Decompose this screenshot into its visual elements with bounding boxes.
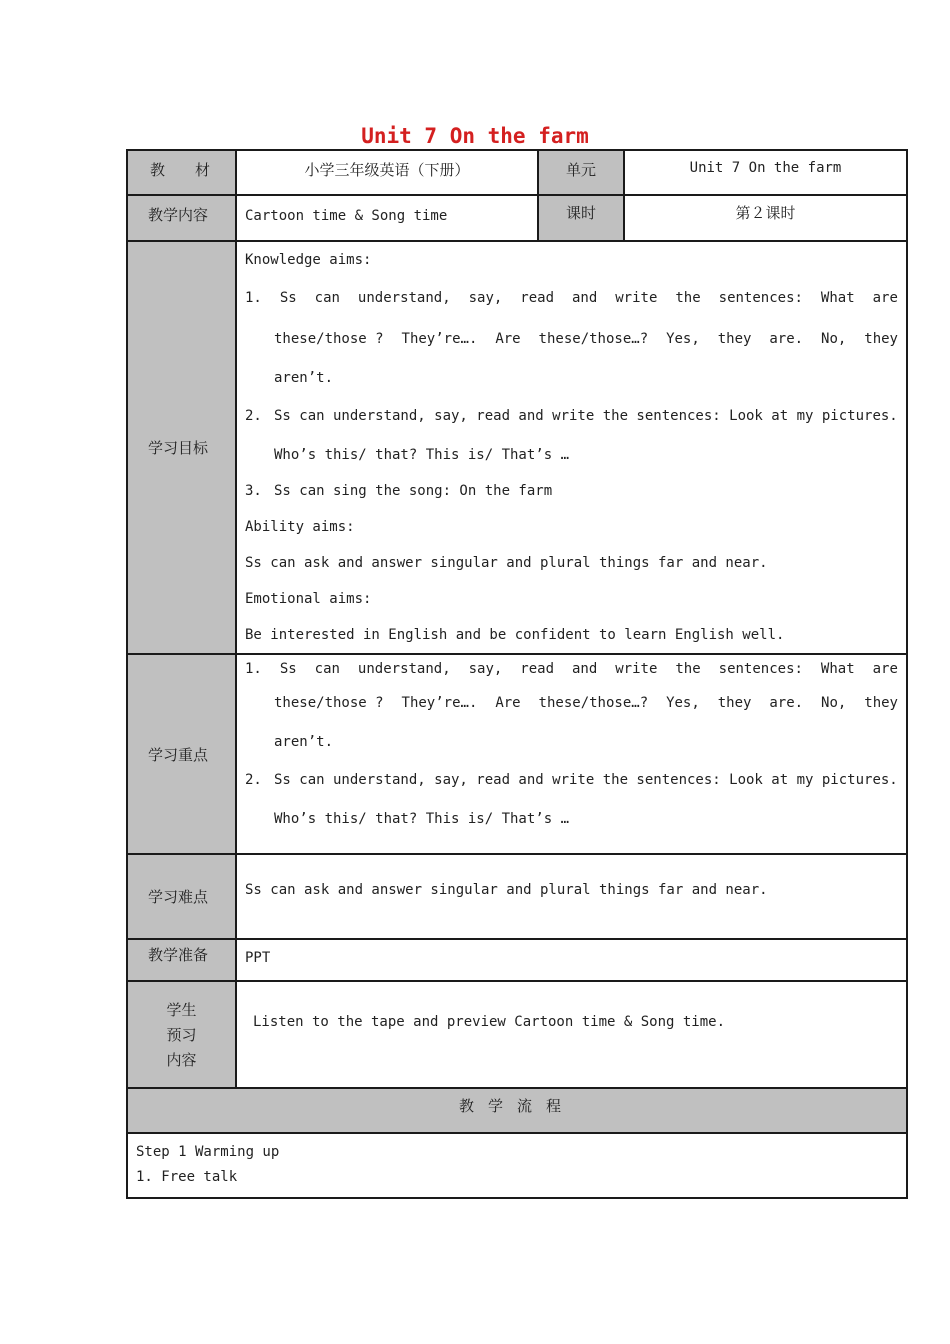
label-preview-cell	[127, 981, 236, 1088]
word: say,	[468, 661, 503, 677]
word: are.	[769, 331, 804, 347]
material-value: 小学三年级英语（下册）	[304, 161, 470, 179]
row-flow-header	[127, 1088, 907, 1133]
word: What	[820, 661, 855, 677]
word: can	[314, 290, 340, 306]
unit-cell	[624, 150, 907, 195]
label-preview-line: 学生	[166, 1001, 197, 1019]
material-cell	[236, 150, 538, 195]
label-unit: 单元	[565, 161, 596, 179]
flow-body	[128, 1134, 906, 1190]
period-value: 第２课时	[735, 204, 796, 222]
word: read	[520, 661, 555, 677]
label-preview-line: 内容	[166, 1051, 197, 1069]
label-preview	[128, 982, 235, 1073]
label-key-points: 学习重点	[148, 745, 209, 764]
word: 1.	[245, 290, 262, 306]
content-value: Cartoon time & Song time	[245, 208, 448, 224]
label-preparation: 教学准备	[148, 946, 209, 964]
flow-heading: 教学流程	[458, 1097, 575, 1115]
preview-cell	[236, 981, 907, 1088]
word: What	[820, 290, 855, 306]
goal-3-number: 3.	[245, 483, 262, 499]
preparation-text: PPT	[245, 950, 271, 966]
key-point-2-text: Ss can understand, say, read and write the sentences: Look at my pictures.	[274, 772, 898, 788]
word: No,	[821, 695, 847, 711]
row-preview	[127, 981, 907, 1088]
word: Yes,	[666, 695, 700, 711]
word: sentences:	[718, 290, 803, 306]
word: No,	[821, 331, 847, 347]
word: they	[717, 331, 752, 347]
word: Yes,	[666, 331, 700, 347]
goal-1-line-1	[245, 278, 898, 319]
step-1-heading: Step 1 Warming up	[136, 1144, 280, 1160]
flow-header-cell	[127, 1088, 907, 1133]
period-cell	[624, 195, 907, 241]
word: They’re….	[401, 695, 478, 711]
difficulty-cell	[236, 854, 907, 939]
word: Ss	[279, 661, 297, 677]
key-points-cell	[236, 654, 907, 854]
key-point-2-number: 2.	[245, 772, 262, 788]
label-preview-line: 预习	[166, 1026, 197, 1044]
word: are	[872, 290, 898, 306]
difficulty-text: Ss can ask and answer singular and plural things far and near.	[245, 882, 768, 898]
unit-value: Unit 7 On the farm	[689, 160, 842, 176]
label-goals-cell	[127, 241, 236, 654]
row-goals	[127, 241, 907, 654]
word: the	[675, 290, 701, 306]
word: these/those ?	[274, 331, 384, 347]
row-material	[127, 150, 907, 195]
content-cell	[236, 195, 538, 241]
label-difficulty-cell	[127, 854, 236, 939]
label-preparation-cell	[127, 939, 236, 981]
label-difficulty: 学习难点	[148, 888, 209, 906]
row-content	[127, 195, 907, 241]
word: they	[864, 695, 898, 711]
key-point-1-line-2	[245, 683, 898, 724]
ability-heading: Ability aims:	[245, 519, 355, 535]
goal-1-line-3: aren’t.	[274, 370, 334, 386]
label-content: 教学内容	[148, 206, 209, 224]
key-points-content	[237, 655, 906, 837]
word: read	[520, 290, 555, 306]
word: they	[717, 695, 752, 711]
word: say,	[468, 290, 503, 306]
goal-2-line-1	[245, 396, 898, 437]
word: are	[872, 661, 898, 677]
word: these/those…?	[538, 695, 649, 711]
word: write	[615, 661, 658, 677]
flow-body-cell	[127, 1133, 907, 1198]
knowledge-heading: Knowledge aims:	[245, 252, 372, 268]
word: understand,	[357, 290, 451, 306]
word: understand,	[357, 661, 451, 677]
word: can	[314, 661, 340, 677]
word: Ss	[279, 290, 297, 306]
row-preparation	[127, 939, 907, 981]
word: are.	[769, 695, 804, 711]
lesson-plan-table	[126, 149, 908, 1199]
label-key-points-cell	[127, 654, 236, 854]
row-difficulty	[127, 854, 907, 939]
preview-text: Listen to the tape and preview Cartoon time & Song time.	[253, 1014, 726, 1030]
goal-1-line-2	[245, 319, 898, 360]
goal-2-number: 2.	[245, 408, 262, 424]
word: write	[615, 290, 658, 306]
document-title: Unit 7 On the farm	[361, 124, 589, 148]
step-1-item: 1. Free talk	[136, 1169, 238, 1185]
word: Are	[495, 695, 521, 711]
label-content-cell	[127, 195, 236, 241]
label-unit-cell	[538, 150, 624, 195]
emotional-heading: Emotional aims:	[245, 591, 372, 607]
goals-content	[237, 242, 906, 653]
word: these/those…?	[538, 331, 649, 347]
goals-cell	[236, 241, 907, 654]
goal-3	[245, 473, 898, 509]
goal-2-text: Ss can understand, say, read and write the sentences: Look at my pictures.	[274, 408, 898, 424]
row-key-points	[127, 654, 907, 854]
label-material-cell	[127, 150, 236, 195]
key-point-1-line-3: aren’t.	[274, 734, 334, 750]
word: the	[675, 661, 701, 677]
word: 1.	[245, 661, 262, 677]
label-period: 课时	[565, 204, 596, 222]
label-goals: 学习目标	[148, 439, 209, 457]
word: They’re….	[401, 331, 478, 347]
word: these/those ?	[274, 695, 384, 711]
word: and	[571, 290, 598, 306]
key-point-1-line-1	[245, 655, 898, 683]
word: sentences:	[718, 661, 803, 677]
goal-2-line-2: Who’s this/ that? This is/ That’s …	[274, 447, 570, 463]
emotional-text: Be interested in English and be confident to learn English well.	[245, 627, 785, 643]
word: and	[571, 661, 598, 677]
label-period-cell	[538, 195, 624, 241]
goal-3-text: Ss can sing the song: On the farm	[274, 483, 553, 499]
preparation-cell	[236, 939, 907, 981]
word: Are	[495, 331, 521, 347]
key-point-2-line-2: Who’s this/ that? This is/ That’s …	[274, 811, 570, 827]
row-flow-body	[127, 1133, 907, 1198]
label-material: 教 材	[150, 161, 211, 179]
word: they	[864, 331, 898, 347]
key-point-2-line-1	[245, 760, 898, 801]
ability-text: Ss can ask and answer singular and plural things far and near.	[245, 555, 768, 571]
